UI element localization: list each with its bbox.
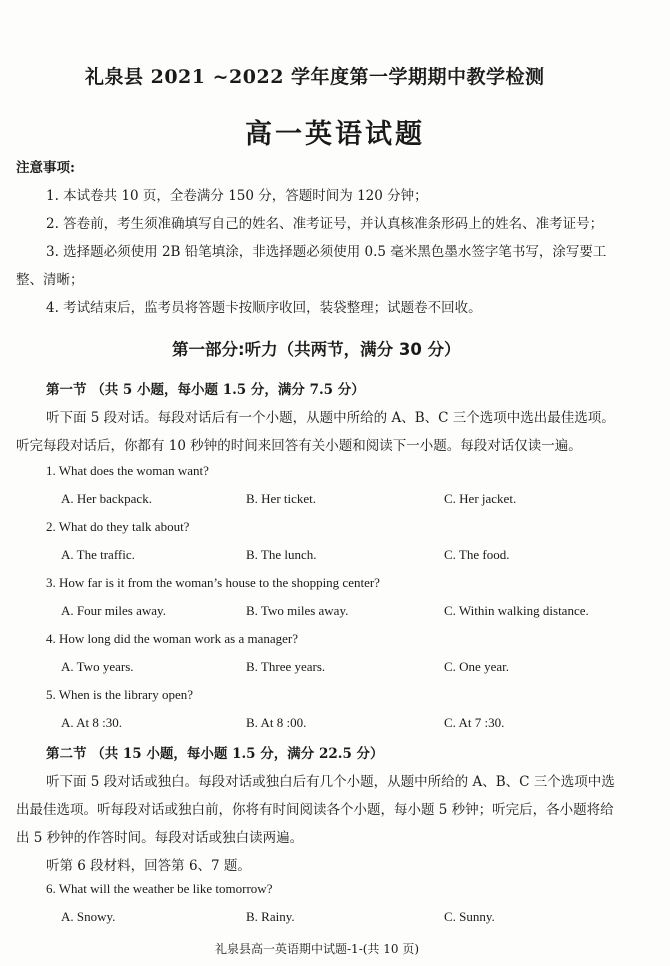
q6-option-a: A. Snowy. — [61, 909, 116, 924]
notice-item-2: 2. 答卷前，考生须准确填写自己的姓名、准考证号，并认真核准条形码上的姓名、准考证号； — [46, 216, 604, 232]
q3-option-b: B. Two miles away. — [246, 603, 349, 618]
section2-instruction-line3: 出 5 秒钟的作答时间。每段对话或独白读两遍。 — [16, 830, 304, 846]
notice-item-4: 4. 考试结束后，监考员将答题卡按顺序收回，装袋整理；试题卷不回收。 — [46, 300, 482, 316]
q5-option-b: B. At 8 :00. — [246, 715, 307, 730]
notice-item-1: 1. 本试卷共 10 页，全卷满分 150 分，答题时间为 120 分钟； — [46, 188, 428, 204]
question-2: 2. What do they talk about? — [46, 519, 190, 534]
question-4: 4. How long did the woman work as a manager? — [46, 631, 298, 646]
q4-option-c: C. One year. — [444, 659, 509, 674]
section1-title: 第一节 （共 5 小题，每小题 1.5 分，满分 7.5 分） — [46, 382, 365, 398]
q4-option-b: B. Three years. — [246, 659, 326, 674]
q5-option-a: A. At 8 :30. — [61, 715, 123, 730]
question-3: 3. How far is it from the woman’s house to the shopping center? — [46, 575, 380, 590]
section2-instruction-line2: 出最佳选项。听每段对话或独白前，你将有时间阅读各个小题，每小题 5 秒钟；听完后，各小题将给 — [16, 802, 614, 818]
notice-item-3: 3. 选择题必须使用 2B 铅笔填涂，非选择题必须使用 0.5 毫米黑色墨水签字笔书写，涂写要工 — [46, 244, 607, 260]
section1-instruction-line1: 听下面 5 段对话。每段对话后有一个小题，从题中所给的 A、B、C 三个选项中选出最佳选项。 — [46, 410, 615, 426]
q2-option-b: B. The lunch. — [246, 547, 317, 562]
material-6-instruction: 听第 6 段材料，回答第 6、7 题。 — [46, 858, 251, 874]
section2-title: 第二节 （共 15 小题，每小题 1.5 分，满分 22.5 分） — [46, 746, 384, 762]
exam-title: 礼泉县 2021 ~2022 学年度第一学期期中教学检测 — [85, 66, 545, 88]
notice-heading: 注意事项: — [16, 160, 75, 176]
page-footer: 礼泉县高一英语期中试题-1-(共 10 页) — [215, 942, 420, 956]
q6-option-c: C. Sunny. — [444, 909, 495, 924]
q1-option-c: C. Her jacket. — [444, 491, 517, 506]
question-6: 6. What will the weather be like tomorrow? — [46, 881, 273, 896]
subject-title: 高一英语试题 — [245, 119, 425, 150]
q2-option-c: C. The food. — [444, 547, 510, 562]
q1-option-a: A. Her backpack. — [61, 491, 152, 506]
part1-title: 第一部分:听力（共两节，满分 30 分） — [172, 340, 461, 359]
question-1: 1. What does the woman want? — [46, 463, 209, 478]
q3-option-a: A. Four miles away. — [61, 603, 166, 618]
q4-option-a: A. Two years. — [61, 659, 134, 674]
q6-option-b: B. Rainy. — [246, 909, 295, 924]
section1-instruction-line2: 听完每段对话后，你都有 10 秒钟的时间来回答有关小题和阅读下一小题。每段对话仅读一遍。 — [16, 438, 582, 454]
q3-option-c: C. Within walking distance. — [444, 603, 589, 618]
q5-option-c: C. At 7 :30. — [444, 715, 505, 730]
notice-item-3-cont: 整、清晰； — [16, 272, 84, 288]
question-5: 5. When is the library open? — [46, 687, 194, 702]
section2-instruction-line1: 听下面 5 段对话或独白。每段对话或独白后有几个小题，从题中所给的 A、B、C 三个选项中选 — [46, 774, 615, 790]
q1-option-b: B. Her ticket. — [246, 491, 317, 506]
q2-option-a: A. The traffic. — [61, 547, 135, 562]
